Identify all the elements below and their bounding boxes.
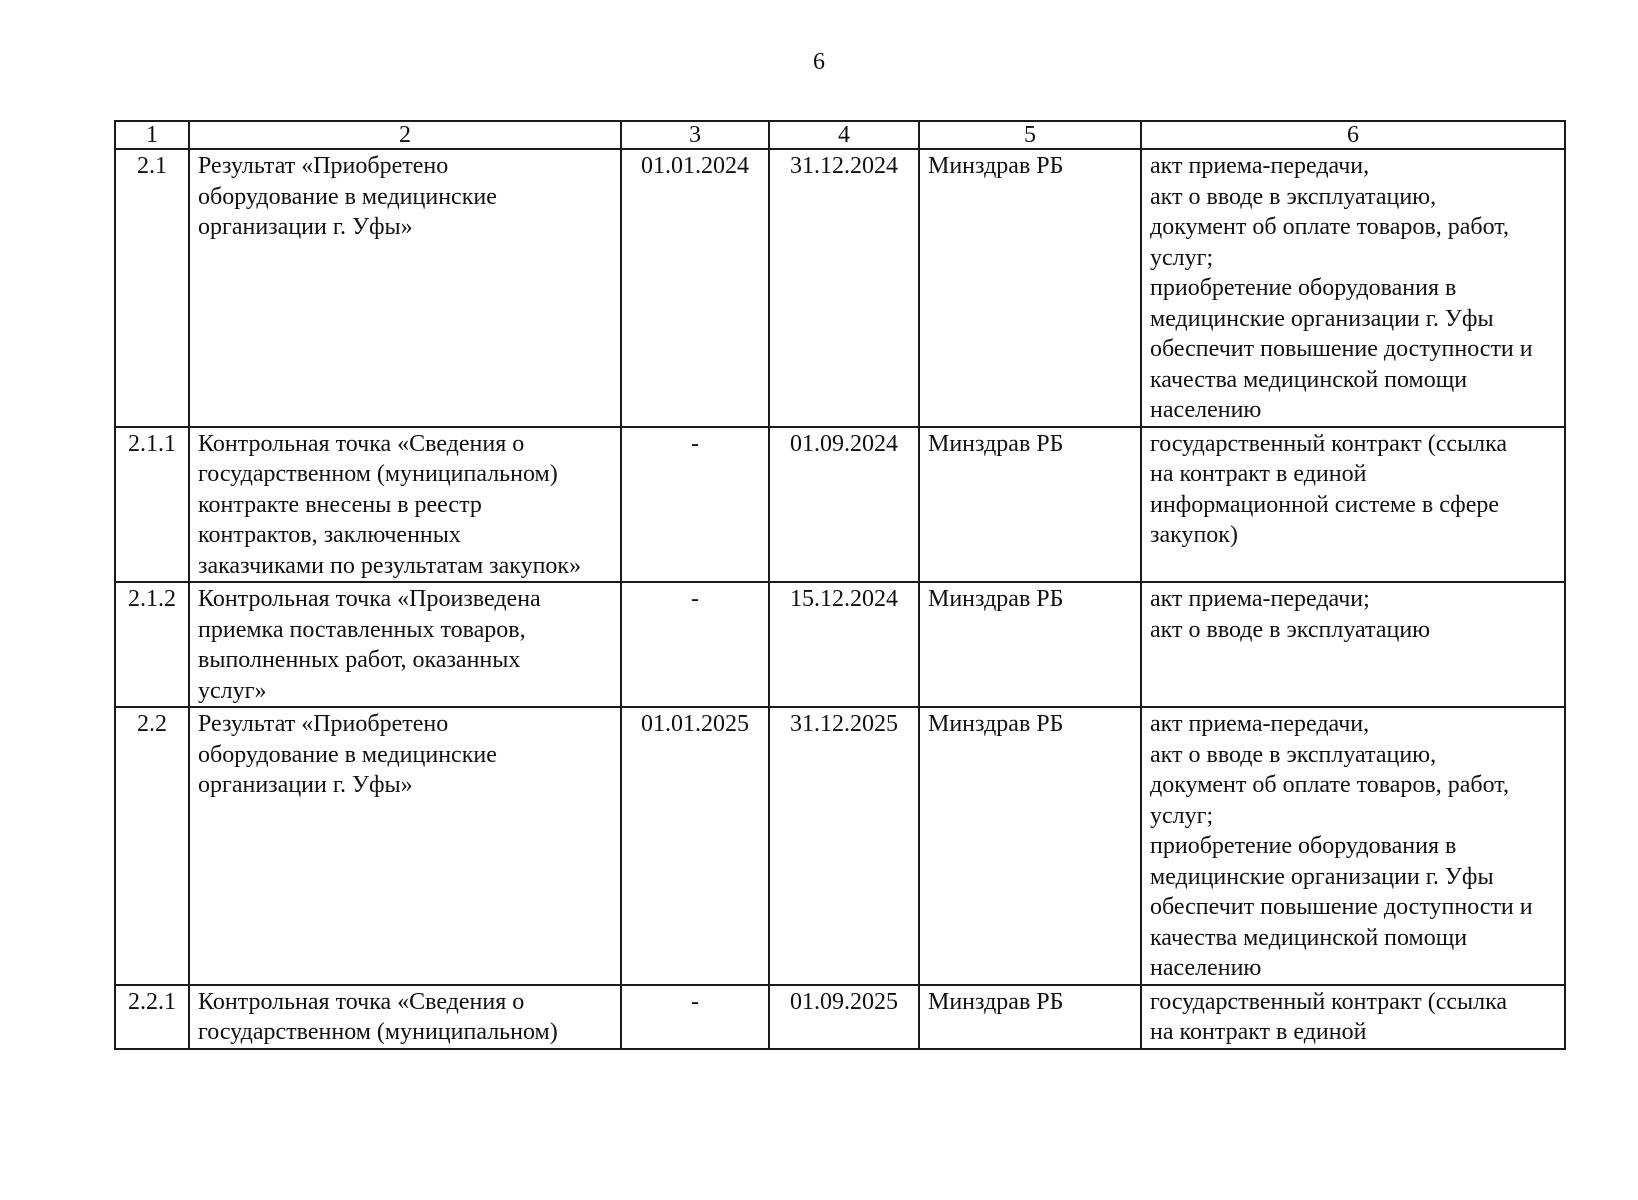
doc-line: акт приема-передачи, (1150, 153, 1370, 179)
doc-line: государственный контракт (ссылка (1150, 430, 1508, 457)
doc-line: медицинские организации г. Уфы (1150, 863, 1494, 890)
doc-line: государственный контракт (ссылка (1150, 988, 1508, 1015)
doc-line: документ об оплате товаров, работ, (1150, 772, 1509, 798)
name-line: Контрольная точка «Сведения о (198, 988, 525, 1015)
row-documents (1141, 582, 1565, 707)
row-number: 2.1.1 (115, 427, 189, 583)
doc-line: населению (1150, 955, 1262, 981)
doc-line: услуг; (1150, 802, 1214, 829)
row-responsible: Минздрав РБ (919, 427, 1141, 583)
doc-line: услуг; (1150, 244, 1214, 271)
name-line: организации г. Уфы» (198, 772, 413, 798)
table-body (115, 149, 1565, 1049)
name-line: организации г. Уфы» (198, 214, 413, 240)
doc-line: обеспечит повышение доступности и (1150, 894, 1533, 920)
name-line: контрактов, заключенных (198, 522, 461, 548)
name-line: Результат «Приобретено (198, 153, 449, 179)
name-line: Контрольная точка «Сведения о (198, 430, 525, 457)
doc-line: информационной системе в сфере (1150, 491, 1500, 518)
header-col-5: 5 (919, 121, 1141, 149)
row-number: 2.1.2 (115, 582, 189, 707)
doc-line: акт приема-передачи; (1150, 586, 1370, 612)
table-header (115, 121, 1565, 149)
doc-line: акт о вводе в эксплуатацию, (1150, 741, 1437, 768)
table-row (115, 427, 1565, 583)
row-responsible: Минздрав РБ (919, 707, 1141, 985)
name-line: государственном (муниципальном) (198, 461, 558, 487)
header-col-3: 3 (621, 121, 769, 149)
table-row (115, 985, 1565, 1049)
row-end-date: 01.09.2024 (769, 427, 919, 583)
doc-line: акт о вводе в эксплуатацию (1150, 616, 1431, 643)
row-name (189, 582, 621, 707)
row-documents (1141, 985, 1565, 1049)
row-end-date: 31.12.2024 (769, 149, 919, 427)
row-start-date: - (621, 985, 769, 1049)
doc-line: обеспечит повышение доступности и (1150, 336, 1533, 362)
row-documents (1141, 149, 1565, 427)
name-line: контракте внесены в реестр (198, 491, 482, 518)
doc-line: акт о вводе в эксплуатацию, (1150, 183, 1437, 210)
name-line: приемка поставленных товаров, (198, 616, 526, 643)
table-row (115, 707, 1565, 985)
name-line: Контрольная точка «Произведена (198, 586, 541, 612)
row-name (189, 707, 621, 985)
row-name (189, 427, 621, 583)
doc-line: на контракт в единой (1150, 1019, 1367, 1045)
row-name (189, 149, 621, 427)
row-end-date: 31.12.2025 (769, 707, 919, 985)
row-start-date: - (621, 582, 769, 707)
name-line: оборудование в медицинские (198, 183, 497, 210)
row-number: 2.2.1 (115, 985, 189, 1049)
name-line: государственном (муниципальном) (198, 1019, 558, 1045)
name-line: оборудование в медицинские (198, 741, 497, 768)
plan-table (114, 120, 1566, 1050)
doc-line: акт приема-передачи, (1150, 711, 1370, 737)
doc-line: приобретение оборудования в (1150, 275, 1457, 301)
doc-line: качества медицинской помощи (1150, 924, 1468, 951)
header-col-2: 2 (189, 121, 621, 149)
doc-line: документ об оплате товаров, работ, (1150, 214, 1509, 240)
row-documents (1141, 427, 1565, 583)
row-responsible: Минздрав РБ (919, 985, 1141, 1049)
doc-line: медицинские организации г. Уфы (1150, 305, 1494, 332)
row-responsible: Минздрав РБ (919, 149, 1141, 427)
row-start-date: 01.01.2025 (621, 707, 769, 985)
header-col-6: 6 (1141, 121, 1565, 149)
header-row (115, 121, 1565, 149)
header-col-1: 1 (115, 121, 189, 149)
page-number: 6 (813, 49, 825, 75)
row-start-date: 01.01.2024 (621, 149, 769, 427)
name-line: услуг» (198, 677, 267, 704)
doc-line: закупок) (1150, 522, 1238, 548)
doc-line: на контракт в единой (1150, 461, 1367, 487)
table-row (115, 149, 1565, 427)
doc-line: качества медицинской помощи (1150, 366, 1468, 393)
row-end-date: 01.09.2025 (769, 985, 919, 1049)
doc-line: населению (1150, 397, 1262, 423)
row-end-date: 15.12.2024 (769, 582, 919, 707)
doc-line: приобретение оборудования в (1150, 833, 1457, 859)
row-number: 2.2 (115, 707, 189, 985)
row-start-date: - (621, 427, 769, 583)
table-row (115, 582, 1565, 707)
name-line: выполненных работ, оказанных (198, 647, 521, 673)
row-number: 2.1 (115, 149, 189, 427)
name-line: заказчиками по результатам закупок» (198, 552, 582, 579)
row-name (189, 985, 621, 1049)
row-responsible: Минздрав РБ (919, 582, 1141, 707)
name-line: Результат «Приобретено (198, 711, 449, 737)
header-col-4: 4 (769, 121, 919, 149)
row-documents (1141, 707, 1565, 985)
